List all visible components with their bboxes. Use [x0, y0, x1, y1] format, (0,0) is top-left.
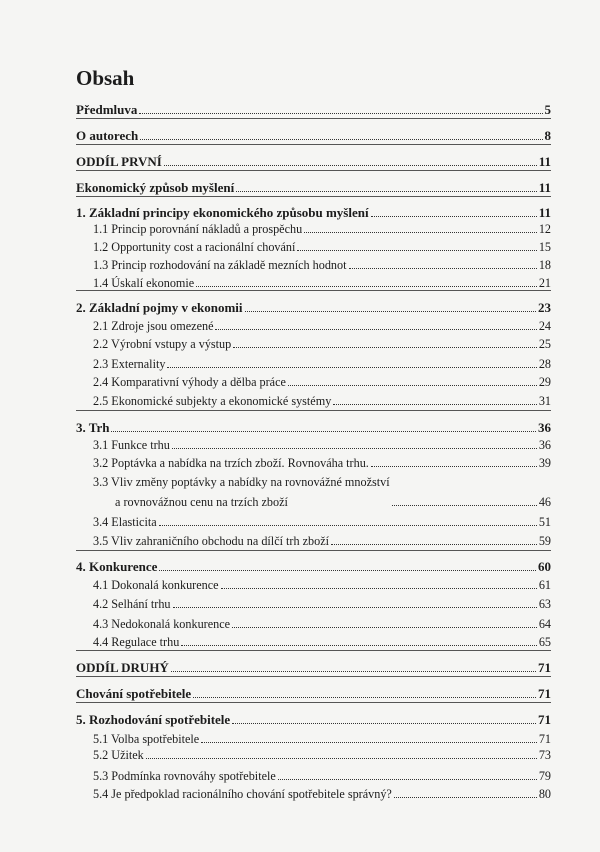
toc-page-number: 80	[538, 787, 551, 801]
toc-section-entry	[76, 712, 551, 728]
toc-entry-title: 2.1 Zdroje jsou omezené	[93, 319, 214, 333]
toc-page-number: 31	[538, 394, 551, 408]
dot-leader	[139, 113, 542, 114]
toc-subsection-entry	[93, 616, 551, 632]
toc-entry-title: 4.4 Regulace trhu	[93, 635, 180, 649]
toc-subsection-entry	[93, 768, 551, 784]
toc-section-entry	[76, 205, 551, 221]
dot-leader	[233, 347, 537, 348]
dot-leader	[159, 525, 537, 526]
toc-page-number: 71	[538, 712, 551, 727]
toc-page-number: 11	[538, 180, 551, 195]
section-divider	[76, 650, 551, 651]
section-divider	[76, 196, 551, 197]
toc-entry-title: Předmluva	[76, 102, 138, 117]
toc-page-number: 18	[538, 258, 551, 272]
toc-subsection-entry	[93, 437, 551, 453]
toc-subsection-entry	[93, 239, 551, 255]
toc-section-entry	[76, 102, 551, 118]
toc-entry-title: 1.2 Opportunity cost a racionální chování	[93, 240, 296, 254]
dot-leader	[349, 268, 537, 269]
toc-section-entry	[76, 686, 551, 702]
section-divider	[76, 676, 551, 677]
toc-page-number: 11	[538, 154, 551, 169]
toc-entry-title: 1.1 Princip porovnání nákladů a prospěchu	[93, 222, 303, 236]
toc-subsection-entry	[93, 474, 551, 510]
dot-leader	[146, 758, 537, 759]
toc-section-entry	[76, 660, 551, 676]
dot-leader	[297, 250, 536, 251]
dot-leader	[171, 671, 536, 672]
toc-page-number: 65	[538, 635, 551, 649]
dot-leader	[304, 232, 537, 233]
toc-page-number: 29	[538, 375, 551, 389]
dot-leader	[164, 165, 537, 166]
toc-page-number: 15	[538, 240, 551, 254]
toc-entry-title: 4.3 Nedokonalá konkurence	[93, 617, 231, 631]
toc-entry-title: 3. Trh	[76, 420, 110, 435]
toc-section-entry	[76, 180, 551, 196]
toc-page-number: 36	[538, 438, 551, 452]
dot-leader	[392, 505, 537, 506]
dot-leader	[371, 216, 537, 217]
toc-page-number: 23	[538, 300, 551, 315]
dot-leader	[221, 588, 537, 589]
toc-entry-title: 4.1 Dokonalá konkurence	[93, 578, 219, 592]
toc-subsection-entry	[93, 356, 551, 372]
dot-leader	[245, 311, 536, 312]
toc-page-number: 46	[538, 495, 551, 509]
toc-page-number: 59	[538, 534, 551, 548]
toc-entry-title: ODDÍL DRUHÝ	[76, 660, 169, 675]
section-divider	[76, 170, 551, 171]
dot-leader	[333, 404, 537, 405]
toc-entry-title: 3.3 Vliv změny poptávky a nabídky na rovnovážné množství	[93, 475, 390, 489]
toc-section-entry	[76, 420, 551, 436]
page-title: Obsah	[76, 66, 135, 90]
toc-subsection-entry	[93, 455, 551, 471]
toc-entry-title: 2.4 Komparativní výhody a dělba práce	[93, 375, 286, 389]
toc-page-number: 51	[538, 515, 551, 529]
toc-entry-title: 5.4 Je předpoklad racionálního chování spotřebitele správný?	[93, 787, 392, 801]
toc-page-number: 21	[538, 276, 551, 290]
toc-subsection-entry	[93, 533, 551, 549]
toc-entry-title: 2.5 Ekonomické subjekty a ekonomické systémy	[93, 394, 332, 408]
dot-leader	[201, 742, 537, 743]
dot-leader	[193, 697, 536, 698]
toc-entry-title: 1.3 Princip rozhodování na základě mezních hodnot	[93, 258, 347, 272]
toc-entry-title: 4. Konkurence	[76, 559, 158, 574]
toc-subsection-entry	[93, 393, 551, 409]
toc-subsection-entry	[93, 221, 551, 237]
dot-leader	[394, 797, 537, 798]
toc-entry-title: 1.4 Úskalí ekonomie	[93, 276, 195, 290]
dot-leader	[215, 329, 536, 330]
toc-entry-title: 3.5 Vliv zahraničního obchodu na dílčí trh zboží	[93, 534, 330, 548]
toc-subsection-entry	[93, 374, 551, 390]
toc-entry-title: 3.2 Poptávka a nabídka na trzích zboží. Rovnováha trhu.	[93, 456, 369, 470]
toc-page-number: 11	[538, 205, 551, 220]
dot-leader	[232, 627, 537, 628]
section-divider	[76, 702, 551, 703]
dot-leader	[331, 544, 537, 545]
dot-leader	[172, 448, 537, 449]
dot-leader	[278, 779, 537, 780]
dot-leader	[159, 570, 536, 571]
toc-page-number: 63	[538, 597, 551, 611]
dot-leader	[140, 139, 542, 140]
toc-subsection-entry	[93, 275, 551, 291]
toc-entry-title-continued: a rovnovážnou cenu na trzích zboží	[115, 495, 288, 509]
dot-leader	[196, 286, 537, 287]
toc-entry-title: 4.2 Selhání trhu	[93, 597, 171, 611]
toc-page-number: 24	[538, 319, 551, 333]
toc-page-number: 71	[538, 686, 551, 701]
section-divider	[76, 410, 551, 411]
toc-subsection-entry	[93, 596, 551, 612]
toc-page-number: 25	[538, 337, 551, 351]
toc-entry-title: O autorech	[76, 128, 139, 143]
dot-leader	[236, 191, 537, 192]
toc-subsection-entry	[93, 318, 551, 334]
section-divider	[76, 144, 551, 145]
section-divider	[76, 290, 551, 291]
toc-subsection-entry	[93, 514, 551, 530]
toc-subsection-entry	[93, 731, 551, 747]
toc-entry-title: 5.1 Volba spotřebitele	[93, 732, 200, 746]
toc-entry-title: 2.3 Externality	[93, 357, 166, 371]
toc-entry-title: 2. Základní pojmy v ekonomii	[76, 300, 243, 315]
toc-page-number: 12	[538, 222, 551, 236]
dot-leader	[111, 431, 536, 432]
toc-page-number: 28	[538, 357, 551, 371]
toc-entry-title: 5.2 Užitek	[93, 748, 144, 762]
toc-page-number: 71	[538, 660, 551, 675]
toc-subsection-entry	[93, 577, 551, 593]
toc-entry-title: 3.4 Elasticita	[93, 515, 157, 529]
toc-page-number: 71	[538, 732, 551, 746]
toc-page-number: 61	[538, 578, 551, 592]
toc-subsection-entry	[93, 336, 551, 352]
toc-entry-title: ODDÍL PRVNÍ	[76, 154, 162, 169]
dot-leader	[288, 385, 537, 386]
toc-section-entry	[76, 559, 551, 575]
toc-subsection-entry	[93, 747, 551, 763]
toc-page-number: 73	[538, 748, 551, 762]
toc-entry-title: 1. Základní principy ekonomického způsobu myšlení	[76, 205, 369, 220]
toc-page-number: 5	[544, 102, 551, 117]
dot-leader	[167, 367, 536, 368]
toc-subsection-entry	[93, 786, 551, 802]
toc-entry-title: Ekonomický způsob myšlení	[76, 180, 235, 195]
toc-subsection-entry	[93, 634, 551, 650]
dot-leader	[371, 466, 537, 467]
section-divider	[76, 118, 551, 119]
toc-page-number: 8	[544, 128, 551, 143]
toc-page-number: 64	[538, 617, 551, 631]
toc-section-entry	[76, 154, 551, 170]
toc-section-entry	[76, 300, 551, 316]
dot-leader	[173, 607, 537, 608]
toc-entry-title: 2.2 Výrobní vstupy a výstup	[93, 337, 232, 351]
toc-page-number: 79	[538, 769, 551, 783]
dot-leader	[181, 645, 537, 646]
toc-entry-title: 5.3 Podmínka rovnováhy spotřebitele	[93, 769, 276, 783]
toc-section-entry	[76, 128, 551, 144]
section-divider	[76, 550, 551, 551]
toc-page-number: 36	[538, 420, 551, 435]
toc-entry-title: 3.1 Funkce trhu	[93, 438, 170, 452]
toc-page-number: 60	[538, 559, 551, 574]
toc-entry-title: 5. Rozhodování spotřebitele	[76, 712, 231, 727]
toc-subsection-entry	[93, 257, 551, 273]
toc-page-number: 39	[538, 456, 551, 470]
dot-leader	[232, 723, 536, 724]
toc-entry-title: Chování spotřebitele	[76, 686, 192, 701]
